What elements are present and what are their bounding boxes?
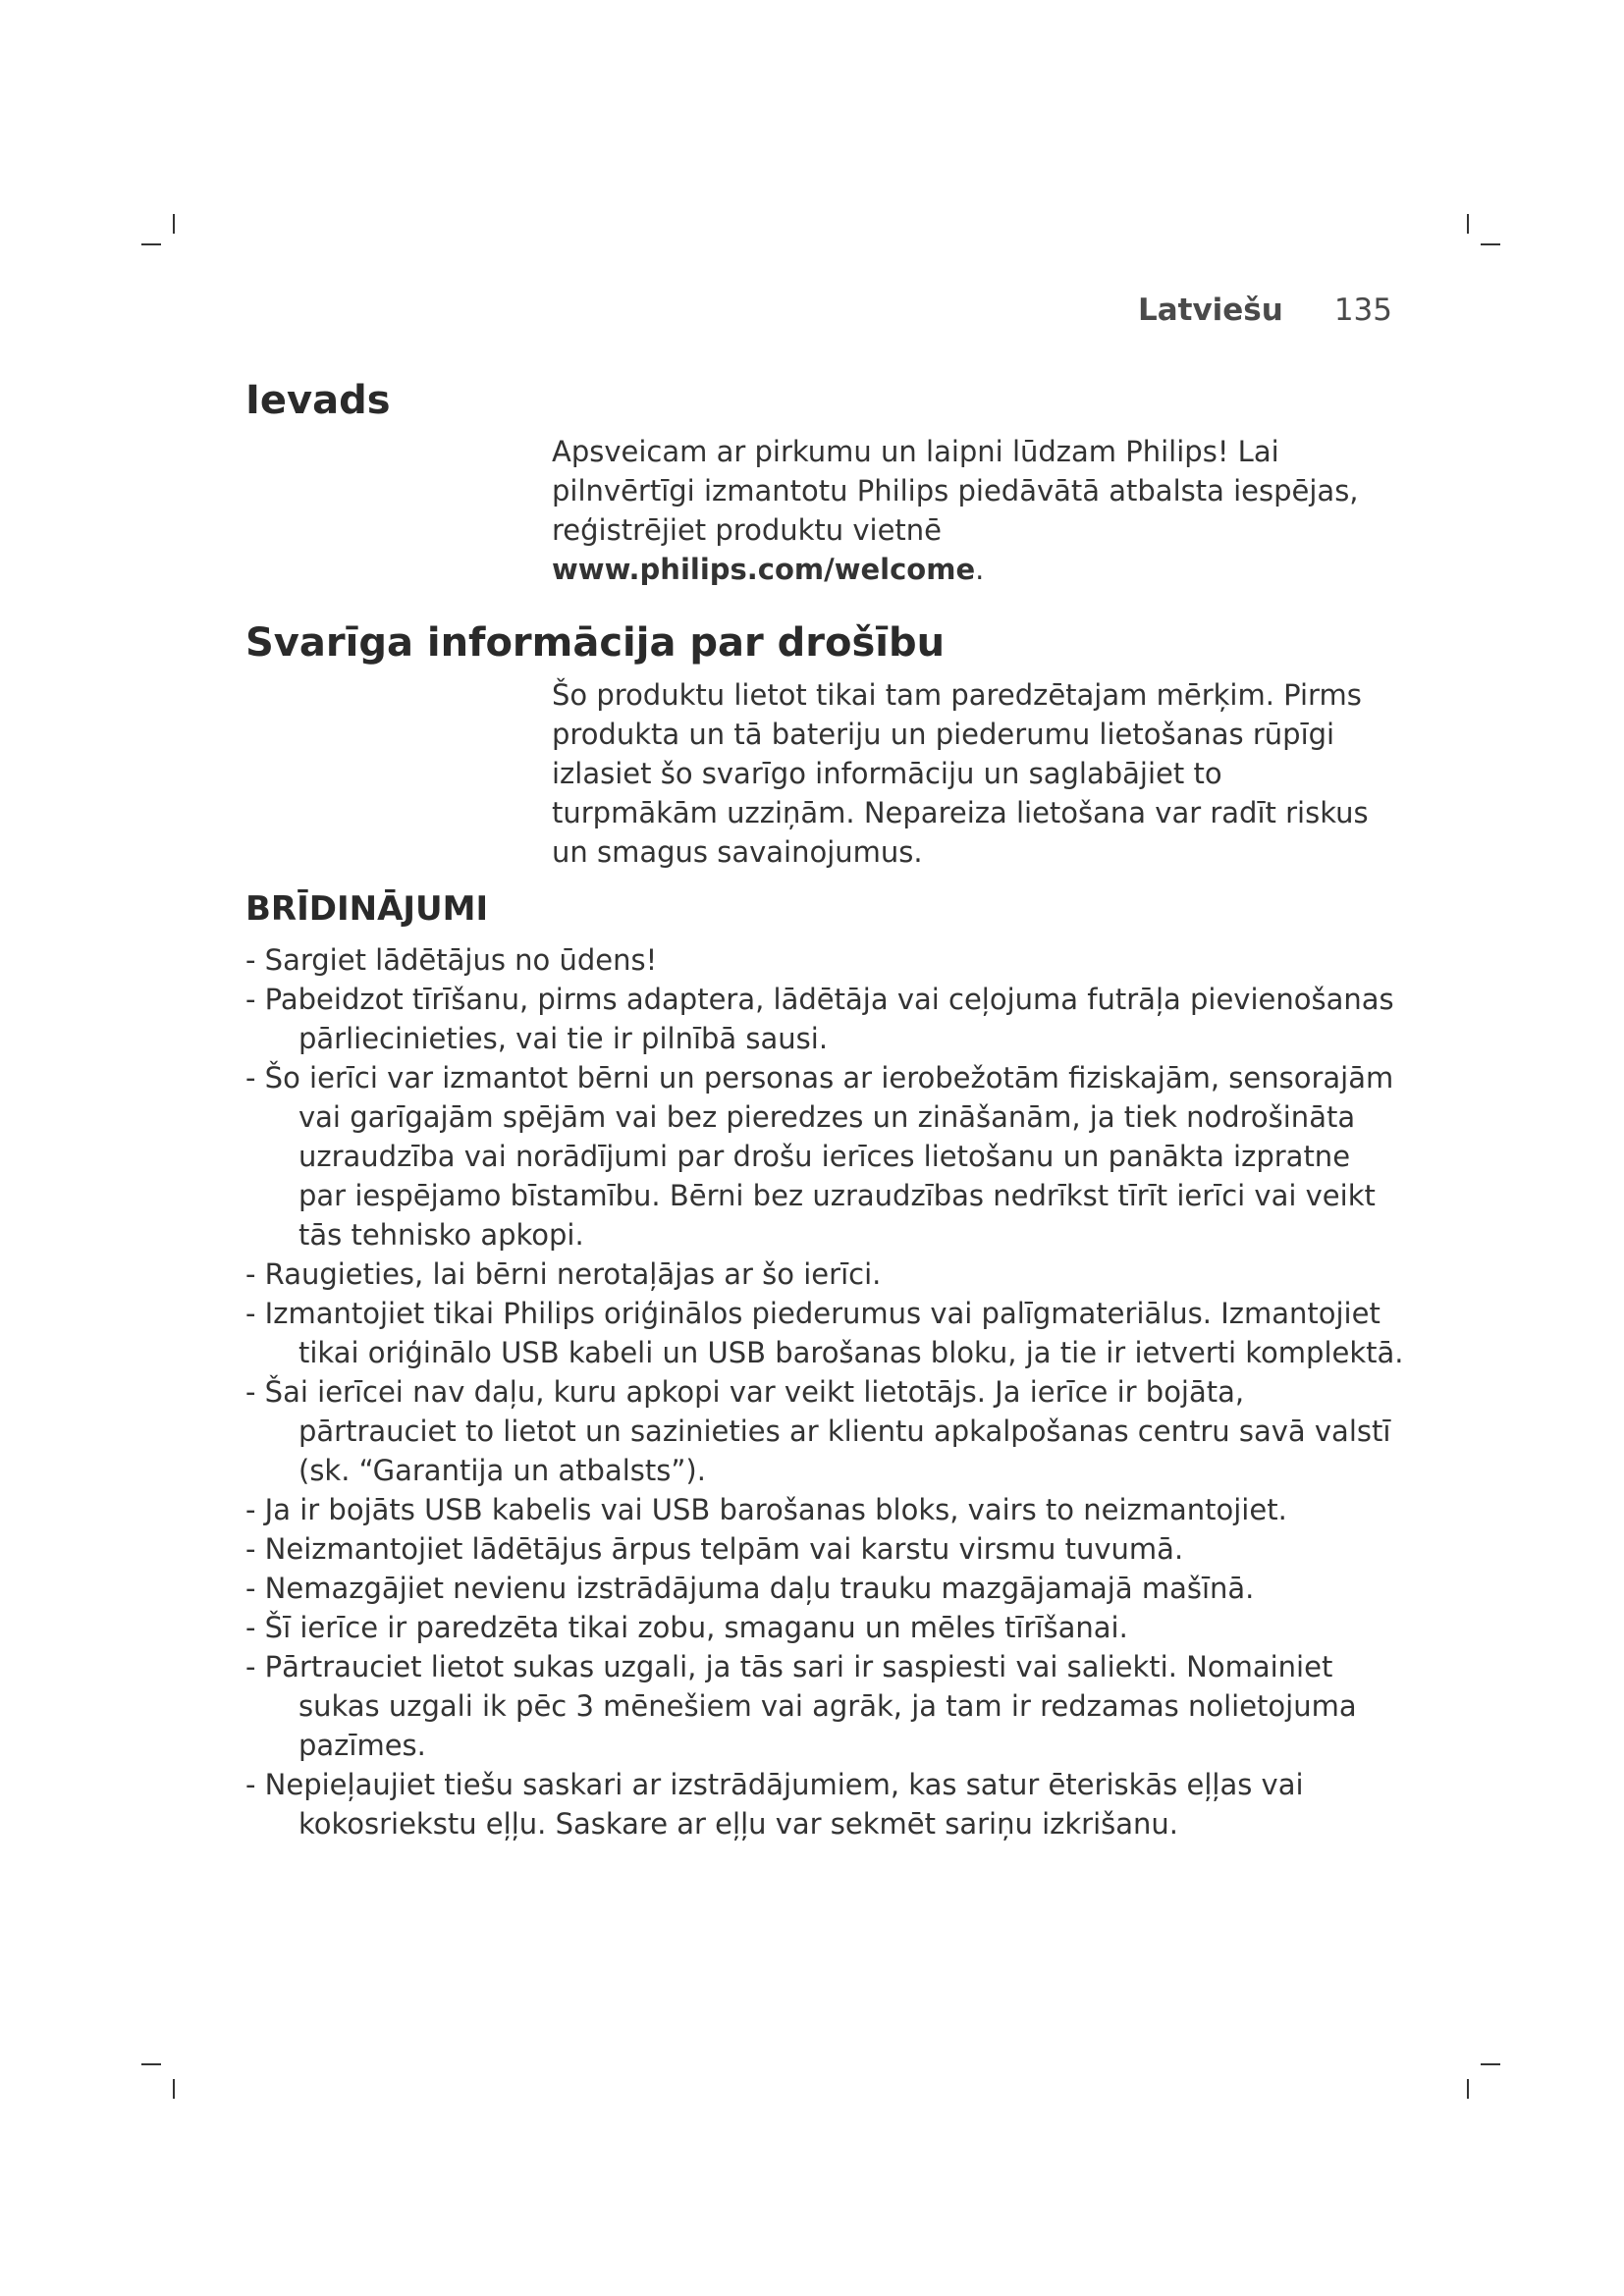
warning-item: - Ja ir bojāts USB kabelis vai USB barošanas bloks, vairs to neizmantojiet. (245, 1493, 1287, 1526)
intro-line: reģistrējiet produktu vietnē (552, 513, 943, 547)
crop-mark-top-left-v (173, 214, 175, 234)
safety-text (552, 675, 1396, 872)
running-header (1138, 293, 1392, 328)
warning-item: - Raugieties, lai bērni nerotaļājas ar šo ierīci. (245, 1257, 882, 1291)
warning-item: - Šai ierīcei nav daļu, kuru apkopi var veikt lietotājs. Ja ierīce ir bojāta, pārtrauciet to lietot un sazinieties ar klientu apkalpošanas centru savā valstī (sk. “Garantija un atbalsts”). (245, 1375, 1391, 1487)
crop-mark-top-left-h (141, 243, 161, 245)
warning-item: - Pabeidzot tīrīšanu, pirms adaptera, lādētāja vai ceļojuma futrāļa pievienošanas pārliecinieties, vai tie ir pilnībā sausi. (245, 983, 1394, 1055)
intro-title: Ievads (245, 378, 391, 423)
warnings-list (245, 940, 1404, 1843)
safety-line: un smagus savainojumus. (552, 835, 923, 869)
safety-line: produkta un tā bateriju un piederumu lietošanas rūpīgi (552, 718, 1335, 751)
warning-item: - Šo ierīci var izmantot bērni un personas ar ierobežotām fiziskajām, sensorajām vai garīgajām spējām vai bez pieredzes un zināšanām, ja tiek nodrošināta uzraudzība vai norādījumi par drošu ierīces lietošanu un panākta izpratne par iespējamo bīstamību. Bērni bez uzraudzības nedrīkst tīrīt ierīci vai veikt tās tehnisko apkopi. (245, 1061, 1394, 1252)
link-suffix: . (975, 553, 985, 586)
warning-item: - Nemazgājiet nevienu izstrādājuma daļu trauku mazgājamajā mašīnā. (245, 1572, 1255, 1605)
crop-mark-bottom-right-h (1481, 2063, 1500, 2065)
crop-mark-bottom-left-h (141, 2063, 161, 2065)
crop-mark-bottom-right-v (1467, 2079, 1469, 2099)
page-number: 135 (1333, 293, 1392, 328)
intro-link-line (552, 550, 1396, 589)
warning-item: - Pārtrauciet lietot sukas uzgali, ja tās sari ir saspiesti vai saliekti. Nomainiet sukas uzgali ik pēc 3 mēnešiem vai agrāk, ja tam ir redzamas nolietojuma pazīmes. (245, 1650, 1357, 1762)
crop-mark-top-right-h (1481, 243, 1500, 245)
warning-item: - Izmantojiet tikai Philips oriģinālos piederumus vai palīgmateriālus. Izmantojiet tikai oriģinālo USB kabeli un USB barošanas bloku, ja tie ir ietverti komplektā. (245, 1297, 1404, 1369)
warning-item: - Sargiet lādētājus no ūdens! (245, 943, 658, 977)
crop-mark-top-right-v (1467, 214, 1469, 234)
warning-item: - Nepieļaujiet tiešu saskari ar izstrādājumiem, kas satur ēteriskās eļļas vai kokosriekstu eļļu. Saskare ar eļļu var sekmēt sariņu izkrišanu. (245, 1768, 1304, 1841)
intro-line: Apsveicam ar pirkumu un laipni lūdzam Philips! Lai (552, 435, 1279, 468)
safety-line: izlasiet šo svarīgo informāciju un saglabājiet to (552, 757, 1222, 790)
warning-item: - Neizmantojiet lādētājus ārpus telpām vai karstu virsmu tuvumā. (245, 1532, 1184, 1566)
safety-line: turpmākām uzziņām. Nepareiza lietošana var radīt riskus (552, 796, 1369, 829)
intro-text (552, 432, 1396, 589)
header-language: Latviešu (1137, 293, 1283, 328)
warnings-title: BRĪDINĀJUMI (245, 889, 489, 929)
intro-line: pilnvērtīgi izmantotu Philips piedāvātā atbalsta iespējas, (552, 474, 1359, 507)
crop-mark-bottom-left-v (173, 2079, 175, 2099)
safety-line: Šo produktu lietot tikai tam paredzētajam mērķim. Pirms (552, 678, 1362, 712)
warning-item: - Šī ierīce ir paredzēta tikai zobu, smaganu un mēles tīrīšanai. (245, 1611, 1128, 1644)
philips-welcome-link[interactable]: www.philips.com/welcome (552, 553, 976, 586)
safety-title: Svarīga informācija par drošību (245, 620, 946, 666)
